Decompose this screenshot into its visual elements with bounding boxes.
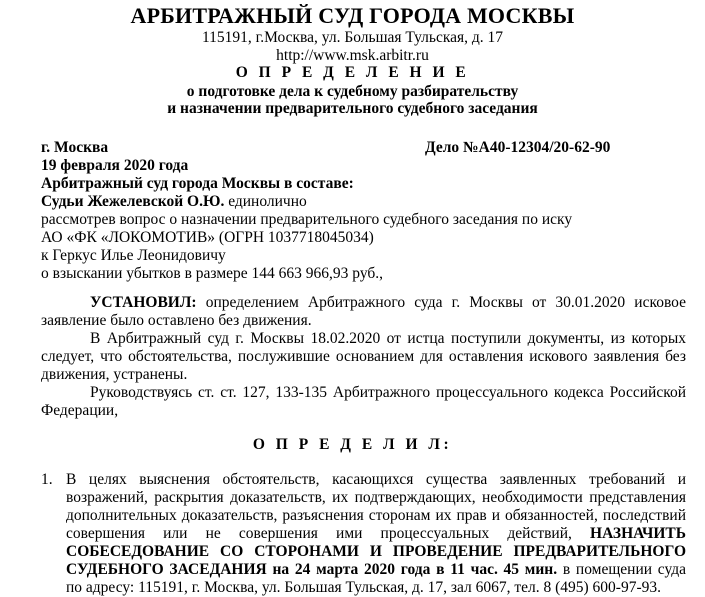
established-line-1: УСТАНОВИЛ: определением Арбитражного суда г. Москвы от 30.01.2020 исковое <box>90 294 686 311</box>
city: г. Москва <box>41 139 109 156</box>
claim-amount: о взыскании убытков в размере 144 663 966,93 руб., <box>41 265 383 282</box>
established-line-2: заявление было оставлено без движения. <box>41 312 312 329</box>
judge-line <box>41 193 307 211</box>
judge-name: Судьи Жежелевской О.Ю. <box>41 193 225 210</box>
item-1-line-7: по адресу: 115191, г. Москва, ул. Большая Тульская, д. 17, зал 6067, тел. 8 (495) 600-97-93. <box>66 579 661 596</box>
item-1-line-4: совершения или не совершения ими процессуальных действий, НАЗНАЧИТЬ <box>66 525 686 542</box>
item-number: 1. <box>41 471 53 488</box>
paragraph-3-line-2: Федерации, <box>41 402 119 419</box>
item-1-line-6: СУДЕБНОГО ЗАСЕДАНИЯ на 24 марта 2020 года в 11 час. 45 мин. в помещении суда <box>66 561 687 578</box>
plaintiff: АО «ФК «ЛОКОМОТИВ» (ОГРН 1037718045034) <box>41 229 374 246</box>
case-number: Дело №А40-12304/20-62-90 <box>425 139 611 156</box>
date: 19 февраля 2020 года <box>41 157 189 174</box>
item-1-line-2: возражений, раскрытия доказательств, их подтверждающих, необходимости представления <box>66 489 686 506</box>
document-subject-line-2: и назначении предварительного судебного заседания <box>167 100 538 117</box>
decided-heading: О П Р Е Д Е Л И Л: <box>252 436 453 453</box>
paragraph-3-line-1: Руководствуясь ст. ст. 127, 133-135 Арбитражного процессуального кодекса Российской <box>90 384 686 401</box>
paragraph-2-line-3: движения, устранены. <box>41 366 188 383</box>
document-type: О П Р Е Д Е Л Е Н И Е <box>235 64 470 81</box>
court-website[interactable]: http://www.msk.arbitr.ru <box>276 47 429 64</box>
item-1-line-1: В целях выяснения обстоятельств, касающихся существа заявленных требований и <box>66 471 686 488</box>
court-address: 115191, г.Москва, ул. Большая Тульская, д. 17 <box>201 29 504 46</box>
item-1-line-3: дополнительных доказательств, разъяснения сторонам их прав и обязанностей, последствий <box>66 507 686 524</box>
court-name: АРБИТРАЖНЫЙ СУД ГОРОДА МОСКВЫ <box>130 3 575 28</box>
intro-line-1: рассмотрев вопрос о назначении предварительного судебного заседания по иску <box>41 211 573 228</box>
paragraph-2-line-1: В Арбитражный суд г. Москвы 18.02.2020 от истца поступили документы, из которых <box>90 330 686 347</box>
defendant: к Геркус Илье Леонидовичу <box>41 247 226 264</box>
document-subject-line-1: о подготовке дела к судебному разбирательству <box>186 83 519 100</box>
paragraph-2-line-2: следует, что обстоятельства, послужившие основанием для оставления искового заявления без <box>41 348 686 365</box>
item-1-line-5: СОБЕСЕДОВАНИЕ СО СТОРОНАМИ И ПРОВЕДЕНИЕ ПРЕДВАРИТЕЛЬНОГО <box>66 543 686 560</box>
judge-mode: единолично <box>228 193 307 210</box>
court-composition: Арбитражный суд города Москвы в составе: <box>41 175 354 192</box>
